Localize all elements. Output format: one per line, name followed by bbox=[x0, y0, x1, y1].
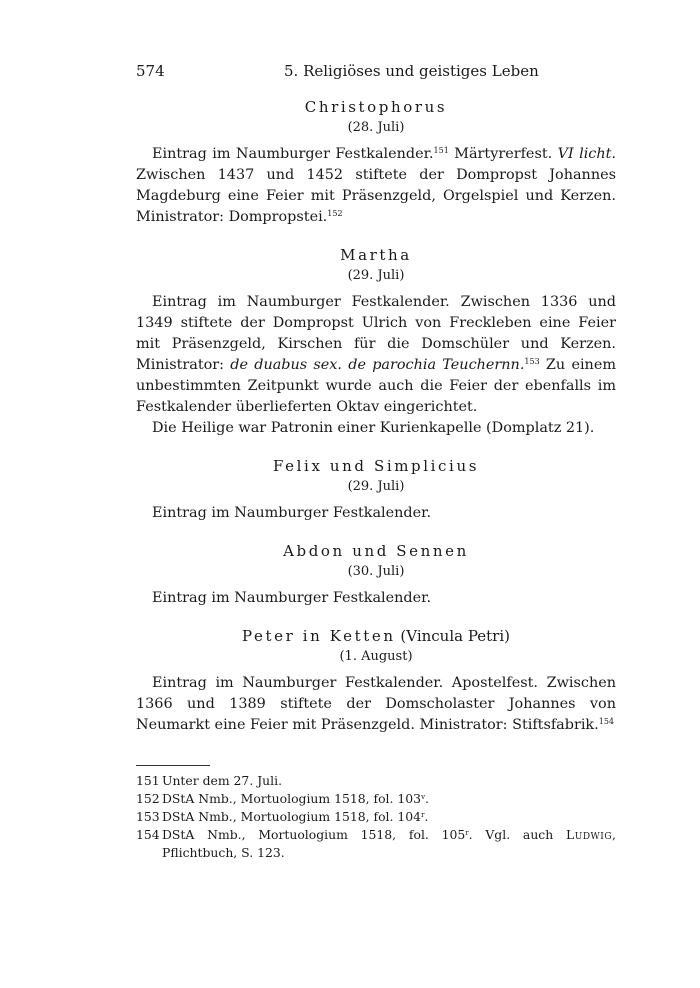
text-run: Eintrag im Naumburger Festkalender. bbox=[152, 146, 434, 162]
footnote-ref: 151 bbox=[433, 146, 449, 155]
footnote-number: 151 bbox=[136, 773, 160, 788]
heading-plain: (Vincula Petri) bbox=[395, 627, 510, 645]
italic-text: de duabus sex. de parochia Teuchernn. bbox=[230, 357, 525, 373]
footnote bbox=[136, 808, 616, 826]
footnote-number: 152 bbox=[136, 791, 160, 806]
footnote-text: , Pflichtbuch, S. 123. bbox=[162, 827, 616, 860]
feast-date: (29. Juli) bbox=[347, 268, 405, 283]
running-title: 5. Religiöses und geistiges Leben bbox=[284, 62, 539, 80]
section-abdon-sennen bbox=[136, 540, 616, 609]
section-martha bbox=[136, 244, 616, 439]
footnote-number: 153 bbox=[136, 809, 160, 824]
paragraph bbox=[136, 673, 616, 736]
footnote-number: 154 bbox=[136, 827, 160, 842]
footnote-divider bbox=[136, 765, 210, 766]
paragraph: Eintrag im Naumburger Festkalender. bbox=[152, 505, 432, 521]
folio-side: r bbox=[421, 811, 425, 819]
section-peter-in-ketten bbox=[136, 625, 616, 736]
feast-date: (28. Juli) bbox=[347, 120, 405, 135]
section-christophorus bbox=[136, 96, 616, 228]
section-heading: Felix und Simplicius bbox=[272, 457, 480, 475]
footnote bbox=[136, 790, 616, 808]
footnote-text: . Vgl. auch bbox=[468, 827, 567, 842]
feast-date: (29. Juli) bbox=[347, 479, 405, 494]
paragraph: Eintrag im Naumburger Festkalender. bbox=[152, 590, 432, 606]
author-name: Ludwig bbox=[566, 827, 613, 842]
paragraph bbox=[136, 292, 616, 418]
footnote-text: DStA Nmb., Mortuologium 1518, fol. 105 bbox=[162, 827, 466, 842]
main-text bbox=[136, 96, 616, 752]
footnote-text: Unter dem 27. Juli. bbox=[162, 773, 283, 788]
footnote-ref: 152 bbox=[327, 209, 343, 218]
text-run: Märtyrerfest. bbox=[448, 146, 558, 162]
folio-side: v bbox=[421, 793, 426, 801]
folio-side: r bbox=[465, 829, 469, 837]
text-run: Eintrag im Naumburger Festkalender. Apostelfest. Zwischen 1366 und 1389 stiftete der Domscholaster Johannes von Neumarkt eine Feier mit Präsenzgeld. Ministrator: Stiftsfabrik. bbox=[136, 675, 616, 733]
footnotes bbox=[136, 772, 616, 862]
page-number: 574 bbox=[136, 62, 165, 80]
section-heading bbox=[136, 625, 616, 647]
footnote-ref: 153 bbox=[524, 357, 540, 366]
italic-text: VI licht bbox=[557, 146, 612, 162]
footnote bbox=[136, 772, 616, 790]
footnote-text: DStA Nmb., Mortuologium 1518, fol. 104 bbox=[162, 809, 422, 824]
paragraph: Die Heilige war Patronin einer Kurienkapelle (Domplatz 21). bbox=[152, 420, 595, 436]
section-heading: Abdon und Sennen bbox=[283, 542, 469, 560]
section-heading: Martha bbox=[340, 246, 412, 264]
footnote-text: . bbox=[425, 791, 429, 806]
footnote-text: . bbox=[424, 809, 429, 824]
text-run: . Zwischen 1437 und 1452 stiftete der Dompropst Johannes Magdeburg eine Feier mit Präsenzgeld, Orgelspiel und Kerzen. Ministrator: Dompropstei. bbox=[136, 146, 616, 225]
paragraph bbox=[136, 144, 616, 228]
section-felix-simplicius bbox=[136, 455, 616, 524]
feast-date: (1. August) bbox=[339, 649, 413, 664]
text-run: Eintrag im Naumburger Festkalender. Zwischen 1336 und 1349 stiftete der Dompropst Ulrich von Freckleben eine Feier mit Präsenzgeld, Kirschen für die Domschüler und Kerzen. Ministrator: bbox=[136, 294, 616, 373]
text-run: Zu einem unbestimmten Zeitpunkt wurde auch die Feier der ebenfalls im Festkalender überlieferten Oktav eingerichtet. bbox=[136, 357, 616, 415]
section-heading: Christophorus bbox=[304, 98, 448, 116]
footnote-ref: 154 bbox=[598, 717, 615, 726]
footnote-text: DStA Nmb., Mortuologium 1518, fol. 103 bbox=[162, 791, 422, 806]
heading-spaced: Peter in Ketten bbox=[241, 627, 396, 645]
footnote bbox=[136, 826, 616, 862]
feast-date: (30. Juli) bbox=[347, 564, 405, 579]
